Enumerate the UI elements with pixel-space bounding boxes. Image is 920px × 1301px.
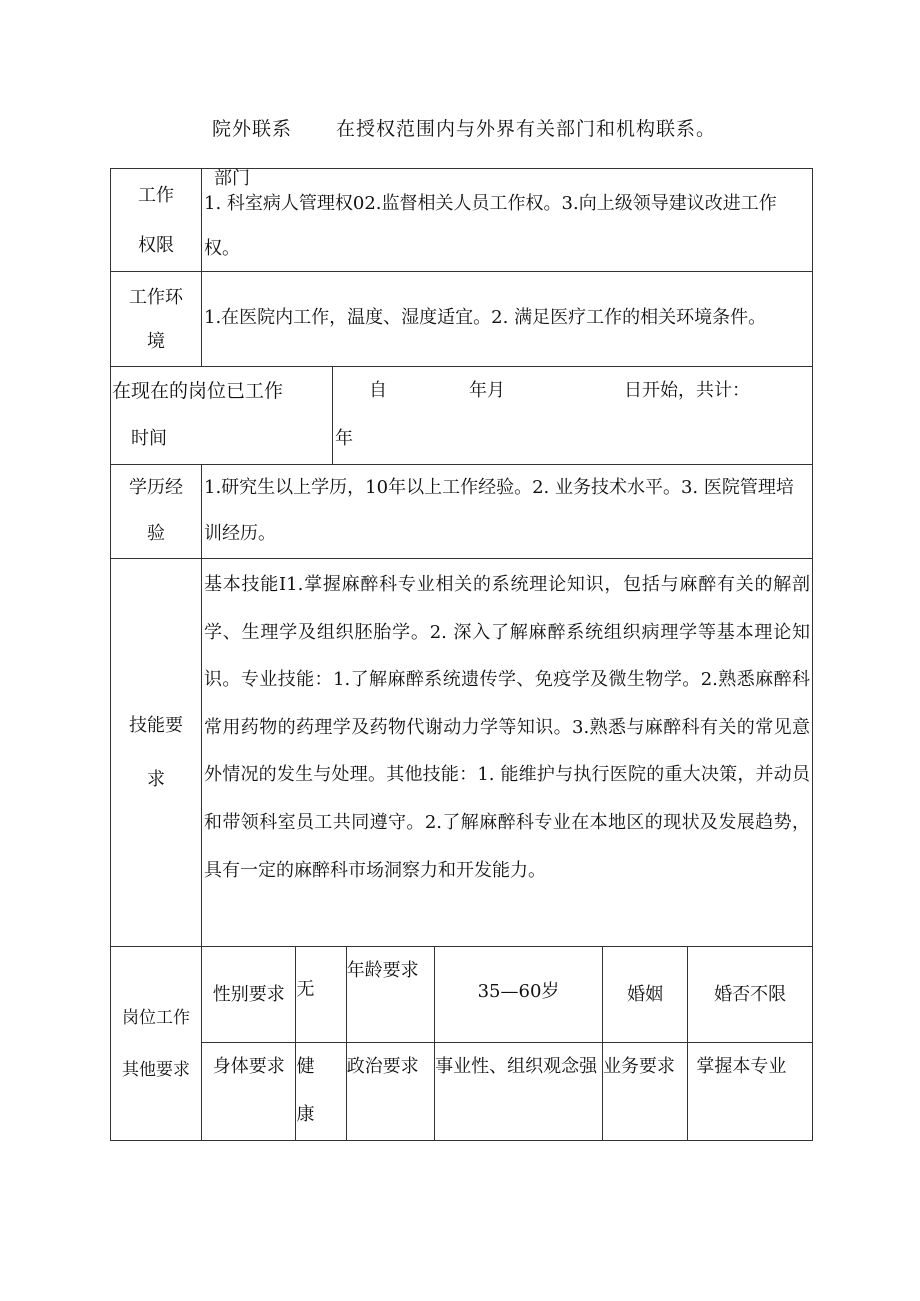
skills-row	[111, 559, 813, 947]
education-label-line2: 验	[147, 523, 165, 544]
environment-content	[202, 272, 813, 367]
tenure-year-month: 年月	[469, 380, 505, 401]
tenure-label-line2: 时间	[131, 428, 167, 449]
environment-text: 1.在医院内工作，温度、湿度适宜。2. 满足医疗工作的相关环境条件。	[204, 307, 767, 328]
tenure-label-line1: 在现在的岗位已工作	[112, 380, 284, 402]
tenure-content	[333, 367, 813, 465]
other-label	[111, 947, 202, 1141]
tenure-row	[111, 367, 813, 465]
education-label-line1: 学历经	[129, 477, 183, 498]
gender-label: 性别要求	[202, 947, 296, 1043]
education-content	[202, 465, 813, 559]
other-row-2	[202, 1043, 813, 1141]
body-label: 身体要求	[202, 1043, 296, 1141]
business-value: 掌握本专业	[688, 1043, 813, 1141]
gender-value: 无	[296, 947, 346, 1043]
environment-label	[111, 272, 202, 367]
politics-label: 政治要求	[346, 1043, 434, 1141]
environment-label-line1: 工作环	[129, 287, 183, 308]
other-row	[111, 947, 813, 1141]
marriage-label: 婚姻	[602, 947, 687, 1043]
other-label-line2: 其他要求	[122, 1059, 190, 1080]
authority-label	[111, 169, 202, 272]
tenure-years: 年	[335, 428, 353, 449]
authority-content	[202, 169, 813, 272]
education-label	[111, 465, 202, 559]
skills-label	[111, 559, 202, 947]
authority-text: 1. 科室病人管理权02.监督相关人员工作权。3.向上级领导建议改进工作权。	[204, 193, 777, 259]
body-value: 健康	[296, 1043, 346, 1141]
tenure-label	[111, 367, 333, 465]
environment-label-line2: 境	[147, 331, 165, 352]
environment-row	[111, 272, 813, 367]
education-row	[111, 465, 813, 559]
age-value: 35—60岁	[435, 947, 603, 1043]
other-details	[202, 947, 813, 1141]
header-text: 在授权范围内与外界有关部门和机构联系。	[336, 118, 717, 140]
skills-label-line2: 求	[147, 768, 165, 790]
education-text: 1.研究生以上学历，10年以上工作经验。2. 业务技术水平。3. 医院管理培训经历。	[204, 477, 794, 544]
business-label: 业务要求	[602, 1043, 687, 1141]
other-label-line1: 岗位工作	[122, 1007, 190, 1028]
tenure-day-start: 日开始，共计：	[624, 380, 750, 401]
other-requirements-grid	[201, 946, 813, 1141]
marriage-value: 婚否不限	[688, 947, 813, 1043]
skills-text: 基本技能I1.掌握麻醉科专业相关的系统理论知识，包括与麻醉有关的解剖学、生理学及组织胚胎学。2. 深入了解麻醉系统组织病理学等基本理论知识。专业技能：1.了解麻醉系统遗传学、免疫学及微生物学。2.熟悉麻醉科常用药物的药理学及药物代谢动力学等知识。3.熟悉与麻醉科有关的常见意外情况的发生与处理。其他技能：1. 能维护与执行医院的重大决策，并动员和带领科室员工共同遵守。2.了解麻醉科专业在本地区的现状及发展趋势，具有一定的麻醉科市场洞察力和开发能力。	[204, 574, 811, 881]
job-description-table	[110, 168, 813, 1141]
other-row-1	[202, 947, 813, 1043]
age-label: 年龄要求	[346, 947, 434, 1043]
authority-label-line2: 权限	[138, 235, 174, 256]
skills-content	[202, 559, 813, 947]
authority-top-fragment: 部门	[214, 168, 250, 189]
politics-value: 事业性、组织观念强	[435, 1043, 603, 1141]
header-label: 院外联系	[212, 118, 293, 140]
tenure-from: 自	[369, 380, 387, 401]
skills-label-line1: 技能要	[129, 714, 183, 736]
authority-label-line1: 工作	[138, 185, 174, 206]
authority-row	[111, 169, 813, 272]
